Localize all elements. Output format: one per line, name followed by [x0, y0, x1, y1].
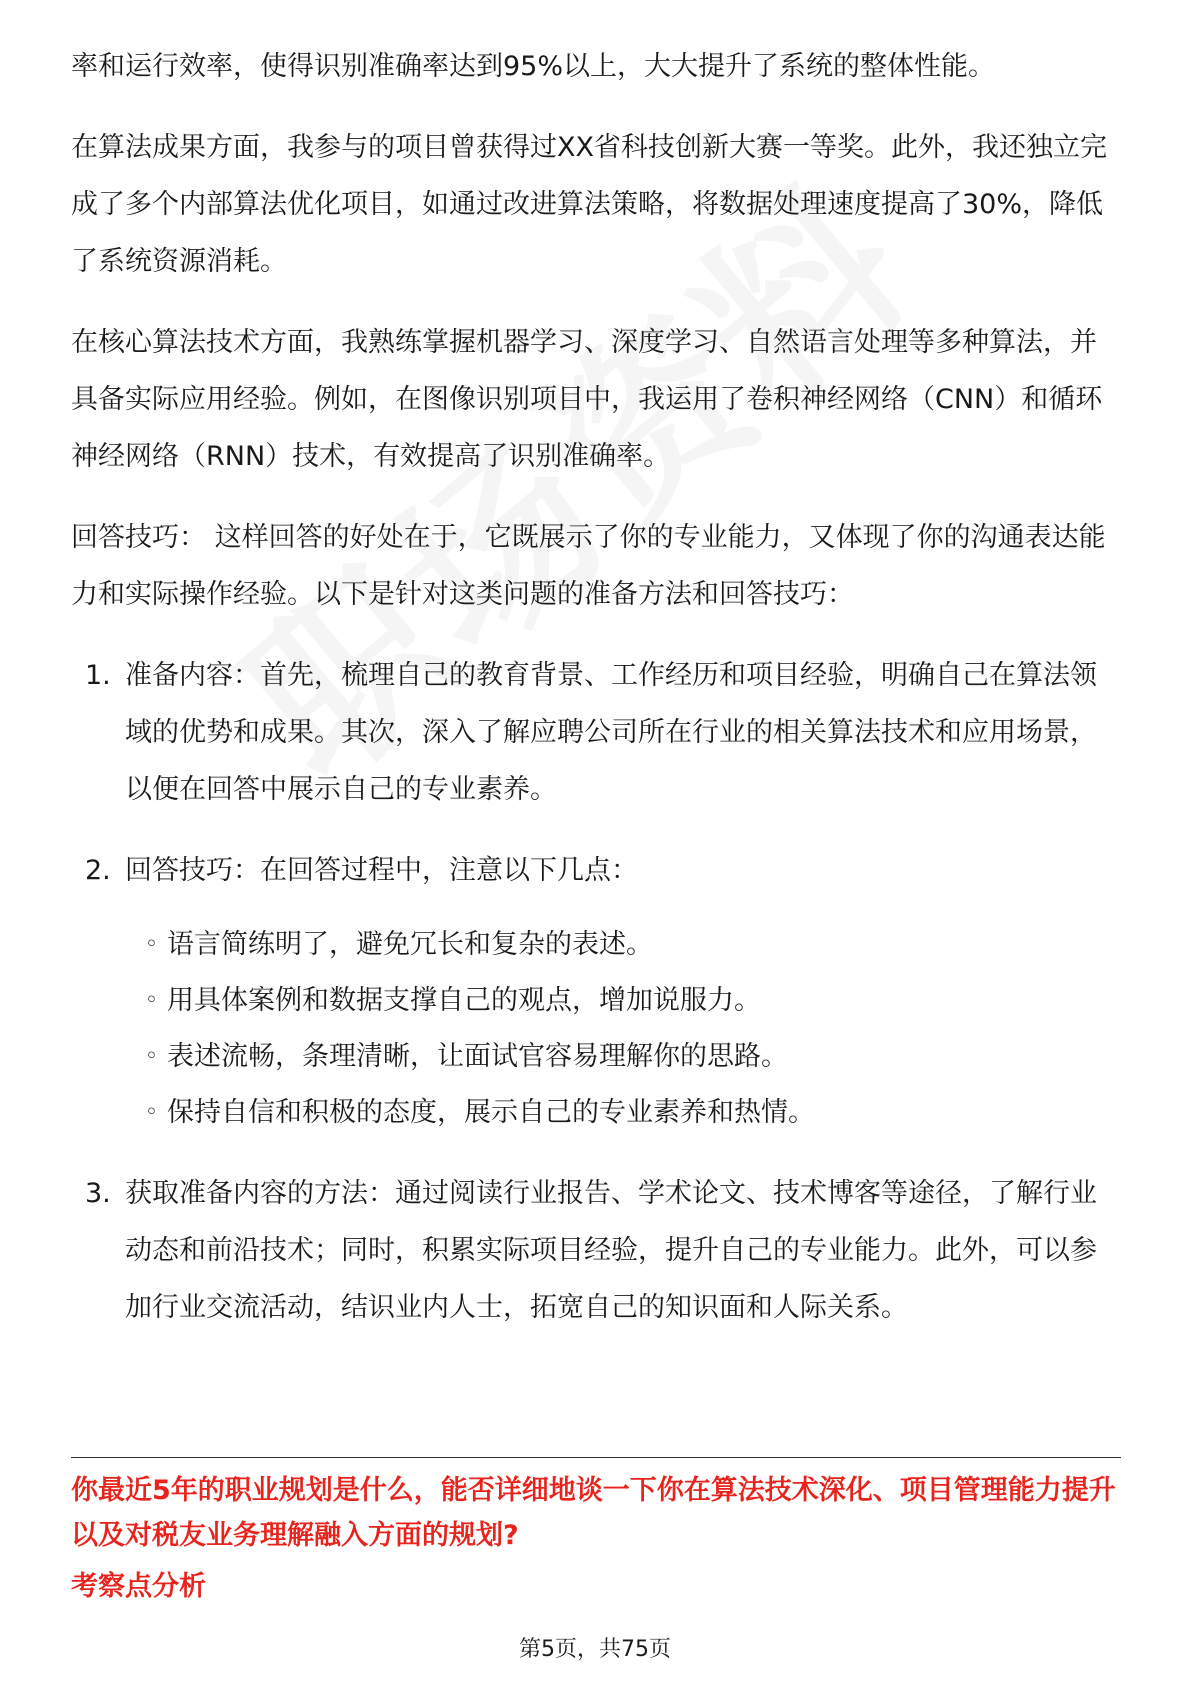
bullet-item — [125, 1029, 1121, 1085]
paragraph-1: 率和运行效率，使得识别准确率达到95%以上，大大提升了系统的整体性能。 — [71, 51, 996, 82]
list-number: 1. — [85, 660, 111, 691]
list-number: 3. — [85, 1178, 111, 1209]
page-footer: 第5页，共75页 — [519, 1637, 671, 1662]
bullet-list — [125, 917, 1121, 1141]
section-divider — [71, 1457, 1121, 1458]
bullet-icon: ◦ — [145, 1100, 158, 1125]
bullet-text: 用具体案例和数据支撑自己的观点，增加说服力。 — [167, 985, 761, 1016]
list-item — [71, 842, 1121, 1141]
numbered-list — [71, 647, 1121, 1336]
list-item-text: 回答技巧：在回答过程中，注意以下几点： — [125, 855, 638, 886]
bullet-text: 保持自信和积极的态度，展示自己的专业素养和热情。 — [167, 1097, 815, 1128]
list-item — [71, 1165, 1121, 1336]
bullet-icon: ◦ — [145, 932, 158, 957]
paragraph-2: 在算法成果方面，我参与的项目曾获得过XX省科技创新大赛一等奖。此外，我还独立完成了多个内部算法优化项目，如通过改进算法策略，将数据处理速度提高了30%，降低了系统资源消耗。 — [71, 132, 1107, 277]
bullet-text: 语言简练明了，避免冗长和复杂的表述。 — [167, 929, 653, 960]
list-item-text: 获取准备内容的方法：通过阅读行业报告、学术论文、技术博客等途径，了解行业动态和前沿技术；同时，积累实际项目经验，提升自己的专业能力。此外，可以参加行业交流活动，结识业内人士，拓宽自己的知识面和人际关系。 — [125, 1178, 1097, 1323]
bullet-item — [125, 917, 1121, 973]
interview-question: 你最近5年的职业规划是什么，能否详细地谈一下你在算法技术深化、项目管理能力提升以及对税友业务理解融入方面的规划? — [71, 1475, 1116, 1551]
bullet-icon: ◦ — [145, 988, 158, 1013]
list-item-text: 准备内容：首先，梳理自己的教育背景、工作经历和项目经验，明确自己在算法领域的优势和成果。其次，深入了解应聘公司所在行业的相关算法技术和应用场景，以便在回答中展示自己的专业素养。 — [125, 660, 1097, 805]
body-content — [71, 38, 1121, 1360]
list-number: 2. — [85, 855, 111, 886]
paragraph-answer-tips: 回答技巧： 这样回答的好处在于，它既展示了你的专业能力，又体现了你的沟通表达能力和实际操作经验。以下是针对这类问题的准备方法和回答技巧： — [71, 522, 1106, 610]
bullet-item — [125, 973, 1121, 1029]
bullet-item — [125, 1085, 1121, 1141]
bullet-text: 表述流畅，条理清晰，让面试官容易理解你的思路。 — [167, 1041, 788, 1072]
paragraph-3: 在核心算法技术方面，我熟练掌握机器学习、深度学习、自然语言处理等多种算法，并具备实际应用经验。例如，在图像识别项目中，我运用了卷积神经网络（CNN）和循环神经网络（RNN）技术，有效提高了识别准确率。 — [71, 327, 1103, 472]
list-item — [71, 647, 1121, 818]
bullet-icon: ◦ — [145, 1044, 158, 1069]
analysis-heading: 考察点分析 — [71, 1571, 206, 1602]
